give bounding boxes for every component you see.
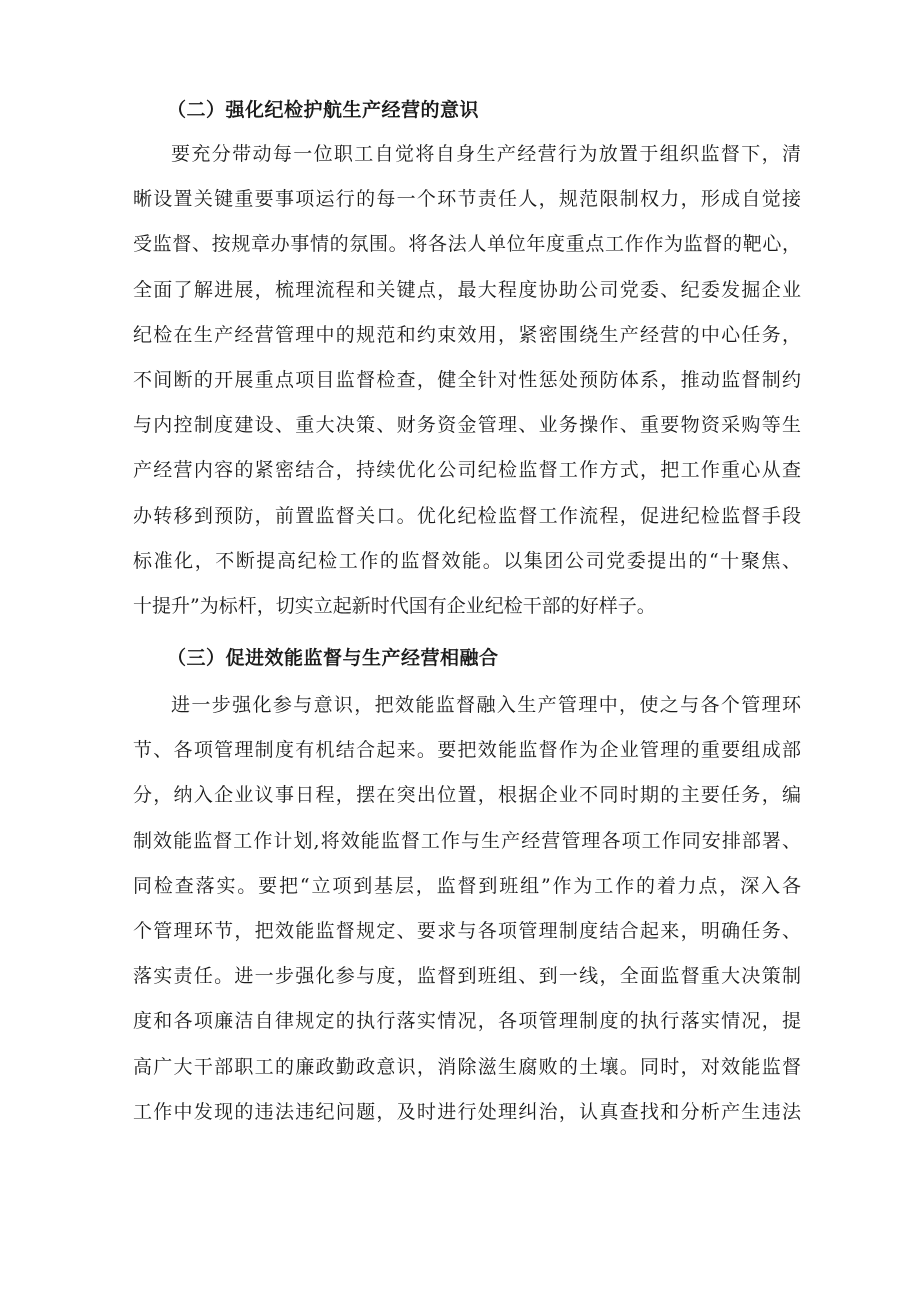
- paragraph-line: 晰设置关键重要事项运行的每一个环节责任人，规范限制权力，形成自觉接: [133, 188, 801, 211]
- paragraph-line: 个管理环节，把效能监督规定、要求与各项管理制度结合起来，明确任务、: [133, 920, 801, 942]
- paragraph-line: 十提升”为标杆，切实立起新时代国有企业纪检干部的好样子。: [133, 594, 656, 617]
- section-2-paragraph: [133, 132, 801, 629]
- paragraph-line: 高广大干部职工的廉政勤政意识，消除滋生腐败的土壤。同时，对效能监督: [133, 1055, 801, 1078]
- paragraph-line: 产经营内容的紧密结合，持续优化公司纪检监督工作方式，把工作重心从查: [133, 459, 801, 482]
- paragraph-line: 节、各项管理制度有机结合起来。要把效能监督作为企业管理的重要组成部: [133, 739, 801, 762]
- paragraph-line: 制效能监督工作计划,将效能监督工作与生产经营管理各项工作同安排部署、: [133, 829, 801, 852]
- paragraph-line: 度和各项廉洁自律规定的执行落实情况，各项管理制度的执行落实情况，提: [133, 1010, 801, 1033]
- section-heading-3: （三）促进效能监督与生产经营相融合: [167, 647, 499, 670]
- paragraph-line: 同检查落实。要把“立项到基层，监督到班组”作为工作的着力点，深入各: [133, 874, 801, 897]
- paragraph-line: 不间断的开展重点项目监督检查，健全针对性惩处预防体系，推动监督制约: [133, 368, 801, 391]
- section-heading-2: （二）强化纪检护航生产经营的意识: [167, 99, 480, 121]
- paragraph-line: 落实责任。进一步强化参与度，监督到班组、到一线，全面监督重大决策制: [133, 965, 801, 988]
- paragraph-line: 与内控制度建设、重大决策、财务资金管理、业务操作、重要物资采购等生: [133, 414, 801, 437]
- paragraph-line: 标准化，不断提高纪检工作的监督效能。以集团公司党委提出的“十聚焦、: [133, 549, 801, 572]
- paragraph-line: 全面了解进展，梳理流程和关键点，最大程度协助公司党委、纪委发掘企业: [133, 278, 801, 301]
- document-body: [133, 88, 801, 1135]
- paragraph-line: 受监督、按规章办事情的氛围。将各法人单位年度重点工作作为监督的靶心，: [133, 233, 801, 256]
- paragraph-line: 纪检在生产经营管理中的规范和约束效用，紧密围绕生产经营的中心任务，: [133, 323, 801, 346]
- paragraph-line: 进一步强化参与意识，把效能监督融入生产管理中，使之与各个管理环: [171, 694, 801, 717]
- paragraph-line: 分，纳入企业议事日程，摆在突出位置，根据企业不同时期的主要任务，编: [133, 784, 801, 807]
- section-3-paragraph: [133, 683, 801, 1135]
- paragraph-line: 工作中发现的违法违纪问题，及时进行处理纠治，认真查找和分析产生违法: [133, 1100, 801, 1123]
- paragraph-line: 要充分带动每一位职工自觉将自身生产经营行为放置于组织监督下，清: [171, 143, 801, 165]
- paragraph-line: 办转移到预防，前置监督关口。优化纪检监督工作流程，促进纪检监督手段: [133, 504, 801, 527]
